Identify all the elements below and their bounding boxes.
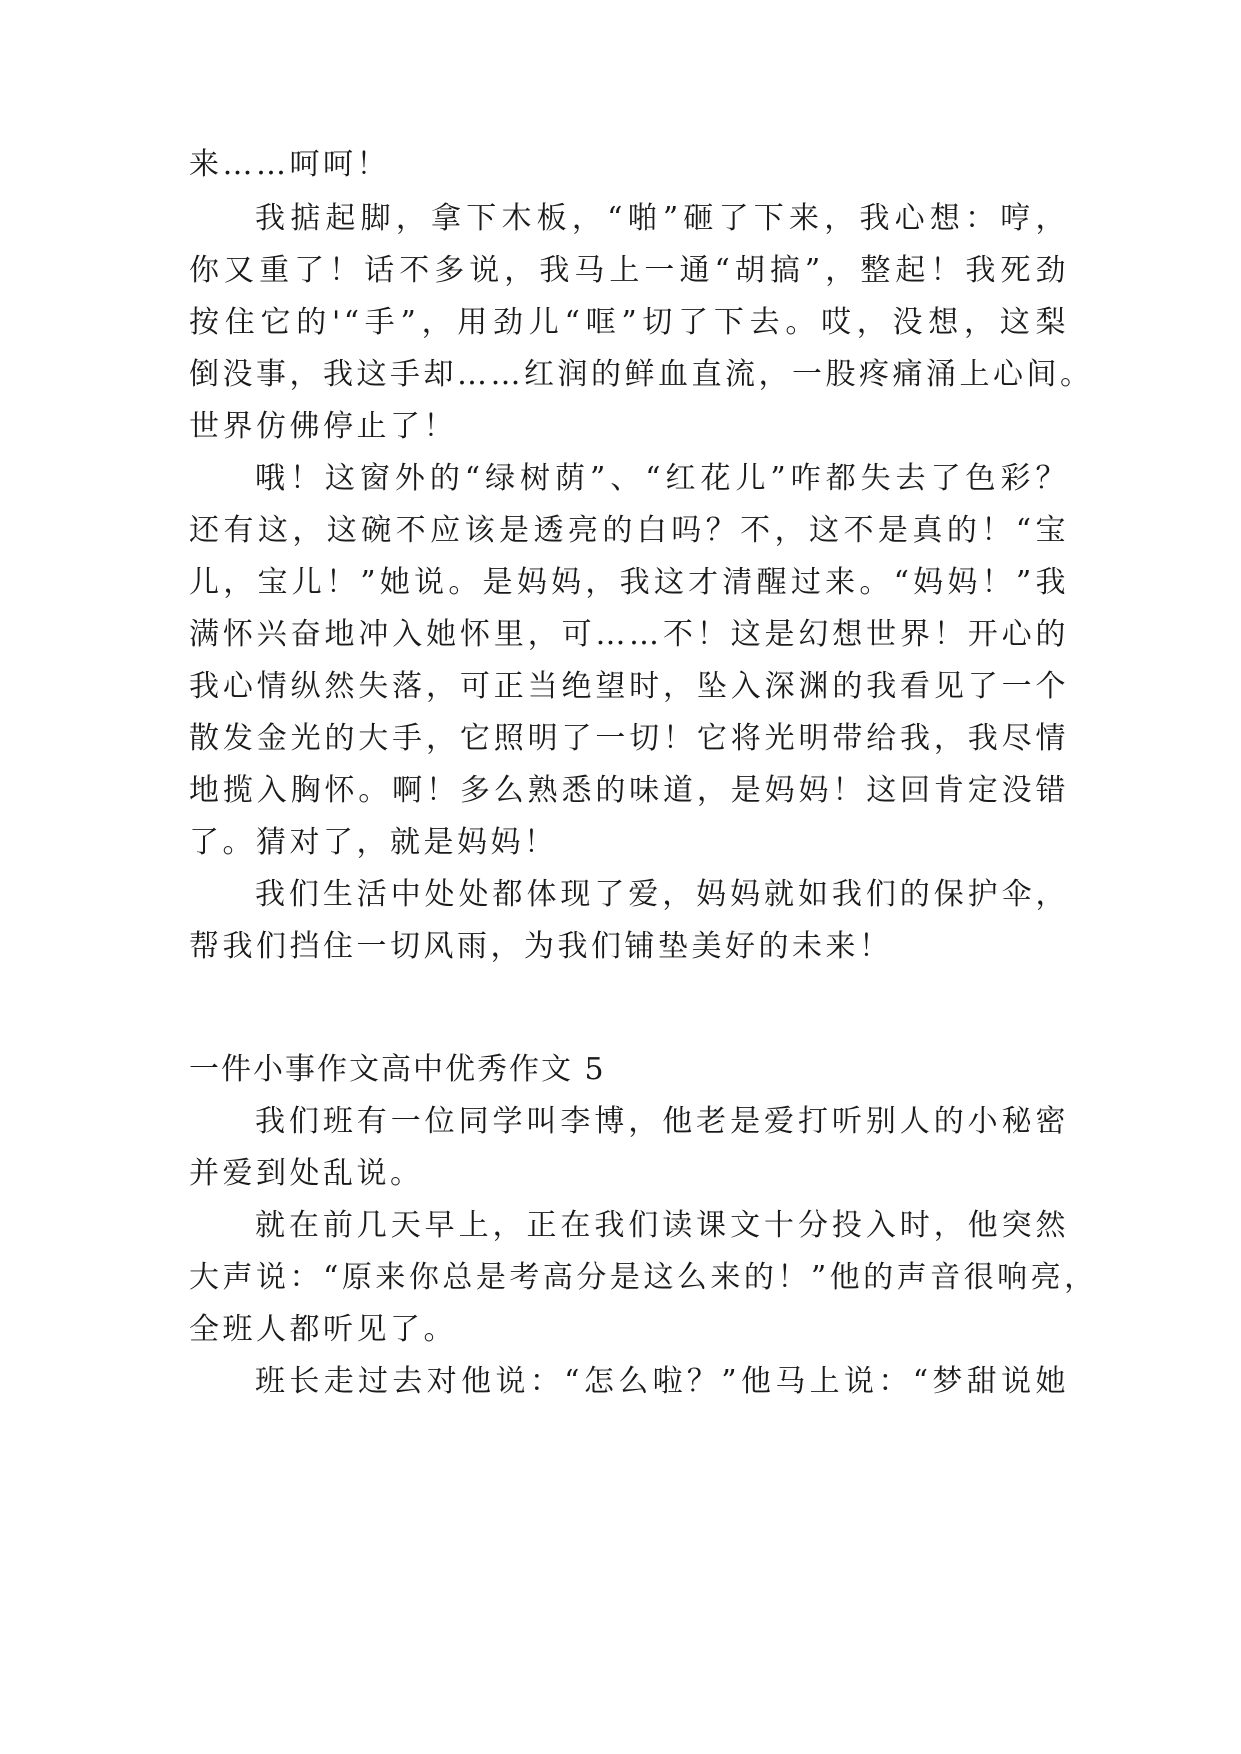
text-line: 大声说：“原来你总是考高分是这么来的！”他的声音很响亮， [189, 1260, 1098, 1295]
text-line: 按住它的'“手”，用劲儿“哐”切了下去。哎，没想，这梨 [189, 305, 1069, 340]
text-line: 来……呵呵！ [189, 147, 390, 182]
text-line: 了。猜对了，就是妈妈！ [189, 825, 558, 860]
text-line: 我们班有一位同学叫李博，他老是爱打听别人的小秘密 [255, 1104, 1069, 1139]
text-line: 我心情纵然失落，可正当绝望时，坠入深渊的我看见了一个 [189, 669, 1069, 704]
text-line: 并爱到处乱说。 [189, 1156, 424, 1191]
text-line: 散发金光的大手，它照明了一切！它将光明带给我，我尽情 [189, 721, 1069, 756]
text-line: 世界仿佛停止了！ [189, 409, 457, 444]
text-line: 还有这，这碗不应该是透亮的白吗？不，这不是真的！“宝 [189, 513, 1069, 548]
text-line: 哦！这窗外的“绿树荫”、“红花儿”咋都失去了色彩？ [255, 461, 1069, 496]
text-line: 地揽入胸怀。啊！多么熟悉的味道，是妈妈！这回肯定没错 [189, 773, 1069, 808]
text-line: 帮我们挡住一切风雨，为我们铺垫美好的未来！ [189, 929, 893, 964]
text-line: 班长走过去对他说：“怎么啦？”他马上说：“梦甜说她 [255, 1364, 1069, 1399]
text-line: 我们生活中处处都体现了爱，妈妈就如我们的保护伞， [255, 877, 1069, 912]
text-line: 我掂起脚，拿下木板，“啪”砸了下来，我心想：哼， [255, 201, 1069, 236]
text-line: 儿，宝儿！”她说。是妈妈，我这才清醒过来。“妈妈！”我 [189, 565, 1069, 600]
section-heading: 一件小事作文高中优秀作文 5 [189, 1052, 606, 1087]
text-line: 就在前几天早上，正在我们读课文十分投入时，他突然 [255, 1208, 1069, 1243]
text-line: 满怀兴奋地冲入她怀里，可……不！这是幻想世界！开心的 [189, 617, 1069, 652]
text-line: 你又重了！话不多说，我马上一通“胡搞”，整起！我死劲 [189, 253, 1069, 288]
text-line: 倒没事，我这手却……红润的鲜血直流，一股疼痛涌上心间。 [189, 357, 1094, 392]
text-line: 全班人都听见了。 [189, 1312, 457, 1347]
